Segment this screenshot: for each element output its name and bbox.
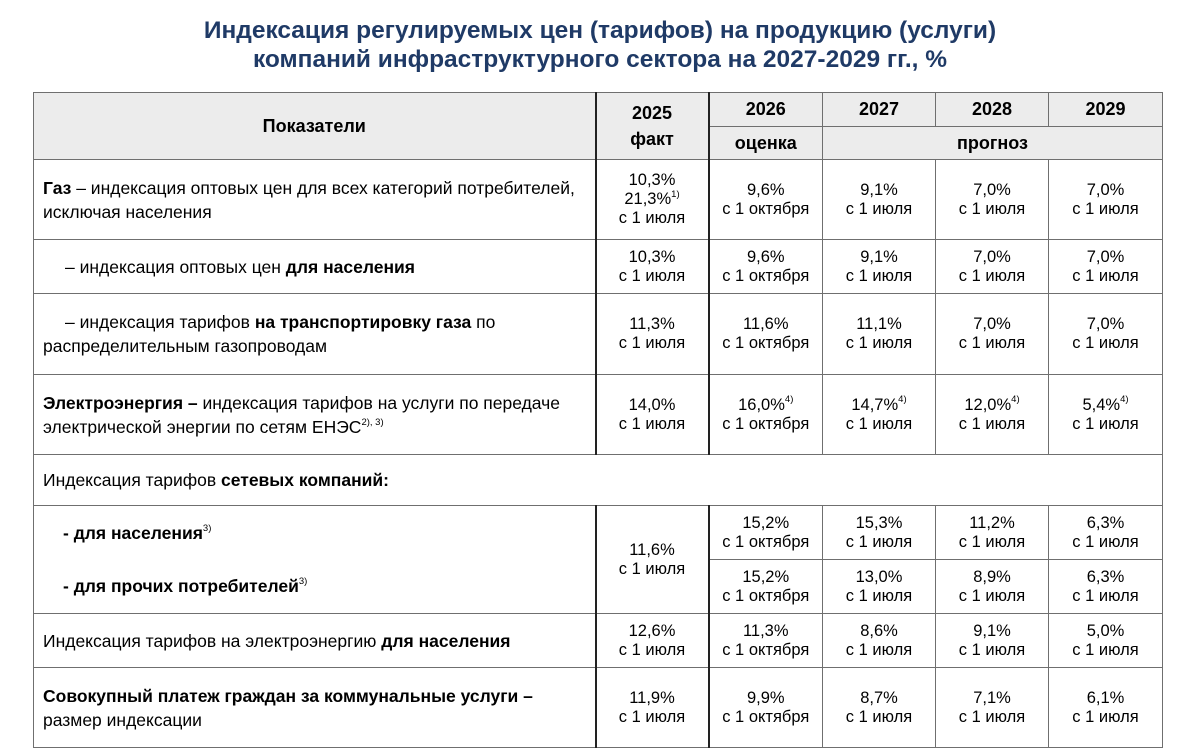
- header-year-2028: 2028: [936, 93, 1049, 127]
- table-row-grid-population: [34, 506, 1163, 560]
- header-year-2026: 2026: [709, 93, 823, 127]
- row-label-gas-transport: – индексация тарифов на транспортировку газа по распределительным газопроводам: [34, 294, 596, 375]
- row-label-gas-population: – индексация оптовых цен для населения: [34, 240, 596, 294]
- cell-gas-2029: 7,0% с 1 июля: [1049, 160, 1163, 240]
- cell-gas-2025: 10,3% 21,3%$^{1)}$ с 1 июля: [596, 160, 709, 240]
- cell-grid-pop-2028: 11,2% с 1 июля: [936, 506, 1049, 560]
- cell-gas-transport-2026: 11,6% с 1 октября: [709, 294, 823, 375]
- row-label-utilities: Совокупный платеж граждан за коммунальные услуги – размер индексации: [34, 668, 596, 748]
- title-line-1: Индексация регулируемых цен (тарифов) на продукцию (услуги): [203, 17, 997, 44]
- cell-gas-2027: 9,1% с 1 июля: [823, 160, 936, 240]
- document-title: [0, 16, 1200, 74]
- title-line-2: компаний инфраструктурного сектора на 2027-2029 гг., %: [252, 46, 948, 73]
- cell-utilities-2028: 7,1% с 1 июля: [936, 668, 1049, 748]
- cell-gas-2026: 9,6% с 1 октября: [709, 160, 823, 240]
- cell-gas-pop-2029: 7,0% с 1 июля: [1049, 240, 1163, 294]
- cell-utilities-2027: 8,7% с 1 июля: [823, 668, 936, 748]
- cell-grid-other-2027: 13,0% с 1 июля: [823, 560, 936, 614]
- cell-el-pop-2025: 12,6% с 1 июля: [596, 614, 709, 668]
- table-row-grid-header: [34, 455, 1163, 506]
- cell-electricity-2026: 16,0%$^{4)}$ с 1 октября: [709, 375, 823, 455]
- row-label-grid-population: - для населения$^{3)}$: [34, 506, 596, 560]
- table-row-gas-population: [34, 240, 1163, 294]
- cell-grid-2025: 11,6% с 1 июля: [596, 506, 709, 614]
- header-year-2027: 2027: [823, 93, 936, 127]
- header-2025: [596, 93, 709, 160]
- row-label-gas: Газ – индексация оптовых цен для всех категорий потребителей, исключая населения: [34, 160, 596, 240]
- cell-el-pop-2029: 5,0% с 1 июля: [1049, 614, 1163, 668]
- table-row-electricity-population: [34, 614, 1163, 668]
- row-label-electricity: Электроэнергия – индексация тарифов на услуги по передаче электрической энергии по сетям $ЕНЭС^{2), 3)}$: [34, 375, 596, 455]
- header-indicators: Показатели: [34, 93, 596, 160]
- cell-grid-other-2028: 8,9% с 1 июля: [936, 560, 1049, 614]
- cell-utilities-2025: 11,9% с 1 июля: [596, 668, 709, 748]
- table-row-gas-transport: [34, 294, 1163, 375]
- cell-gas-transport-2027: 11,1% с 1 июля: [823, 294, 936, 375]
- cell-gas-pop-2026: 9,6% с 1 октября: [709, 240, 823, 294]
- cell-electricity-2029: 5,4%$^{4)}$ с 1 июля: [1049, 375, 1163, 455]
- row-label-grid-other: - для прочих потребителей$^{3)}$: [34, 560, 596, 614]
- cell-electricity-2025: 14,0% с 1 июля: [596, 375, 709, 455]
- cell-grid-pop-2029: 6,3% с 1 июля: [1049, 506, 1163, 560]
- table-row-utilities: [34, 668, 1163, 748]
- cell-electricity-2027: 14,7%$^{4)}$ с 1 июля: [823, 375, 936, 455]
- header-fact: факт: [630, 129, 674, 149]
- row-label-electricity-population: Индексация тарифов на электроэнергию для населения: [34, 614, 596, 668]
- table-header: [34, 93, 1163, 160]
- header-forecast: прогноз: [823, 127, 1163, 160]
- cell-gas-pop-2025: 10,3% с 1 июля: [596, 240, 709, 294]
- cell-gas-transport-2025: 11,3% с 1 июля: [596, 294, 709, 375]
- cell-gas-pop-2028: 7,0% с 1 июля: [936, 240, 1049, 294]
- cell-gas-transport-2028: 7,0% с 1 июля: [936, 294, 1049, 375]
- cell-gas-transport-2029: 7,0% с 1 июля: [1049, 294, 1163, 375]
- cell-el-pop-2028: 9,1% с 1 июля: [936, 614, 1049, 668]
- cell-grid-pop-2027: 15,3% с 1 июля: [823, 506, 936, 560]
- cell-utilities-2026: 9,9% с 1 октября: [709, 668, 823, 748]
- cell-utilities-2029: 6,1% с 1 июля: [1049, 668, 1163, 748]
- tariff-indexation-table: [33, 92, 1163, 748]
- cell-grid-other-2029: 6,3% с 1 июля: [1049, 560, 1163, 614]
- table-row-gas: [34, 160, 1163, 240]
- cell-grid-other-2026: 15,2% с 1 октября: [709, 560, 823, 614]
- cell-gas-2028: 7,0% с 1 июля: [936, 160, 1049, 240]
- cell-el-pop-2026: 11,3% с 1 октября: [709, 614, 823, 668]
- cell-gas-pop-2027: 9,1% с 1 июля: [823, 240, 936, 294]
- row-label-grid-header: Индексация тарифов сетевых компаний:: [34, 455, 1163, 506]
- cell-electricity-2028: 12,0%$^{4)}$ с 1 июля: [936, 375, 1049, 455]
- cell-grid-pop-2026: 15,2% с 1 октября: [709, 506, 823, 560]
- table-row-electricity: [34, 375, 1163, 455]
- header-estimate: оценка: [709, 127, 823, 160]
- header-year-2029: 2029: [1049, 93, 1163, 127]
- header-year-2025: 2025: [631, 103, 673, 123]
- cell-el-pop-2027: 8,6% с 1 июля: [823, 614, 936, 668]
